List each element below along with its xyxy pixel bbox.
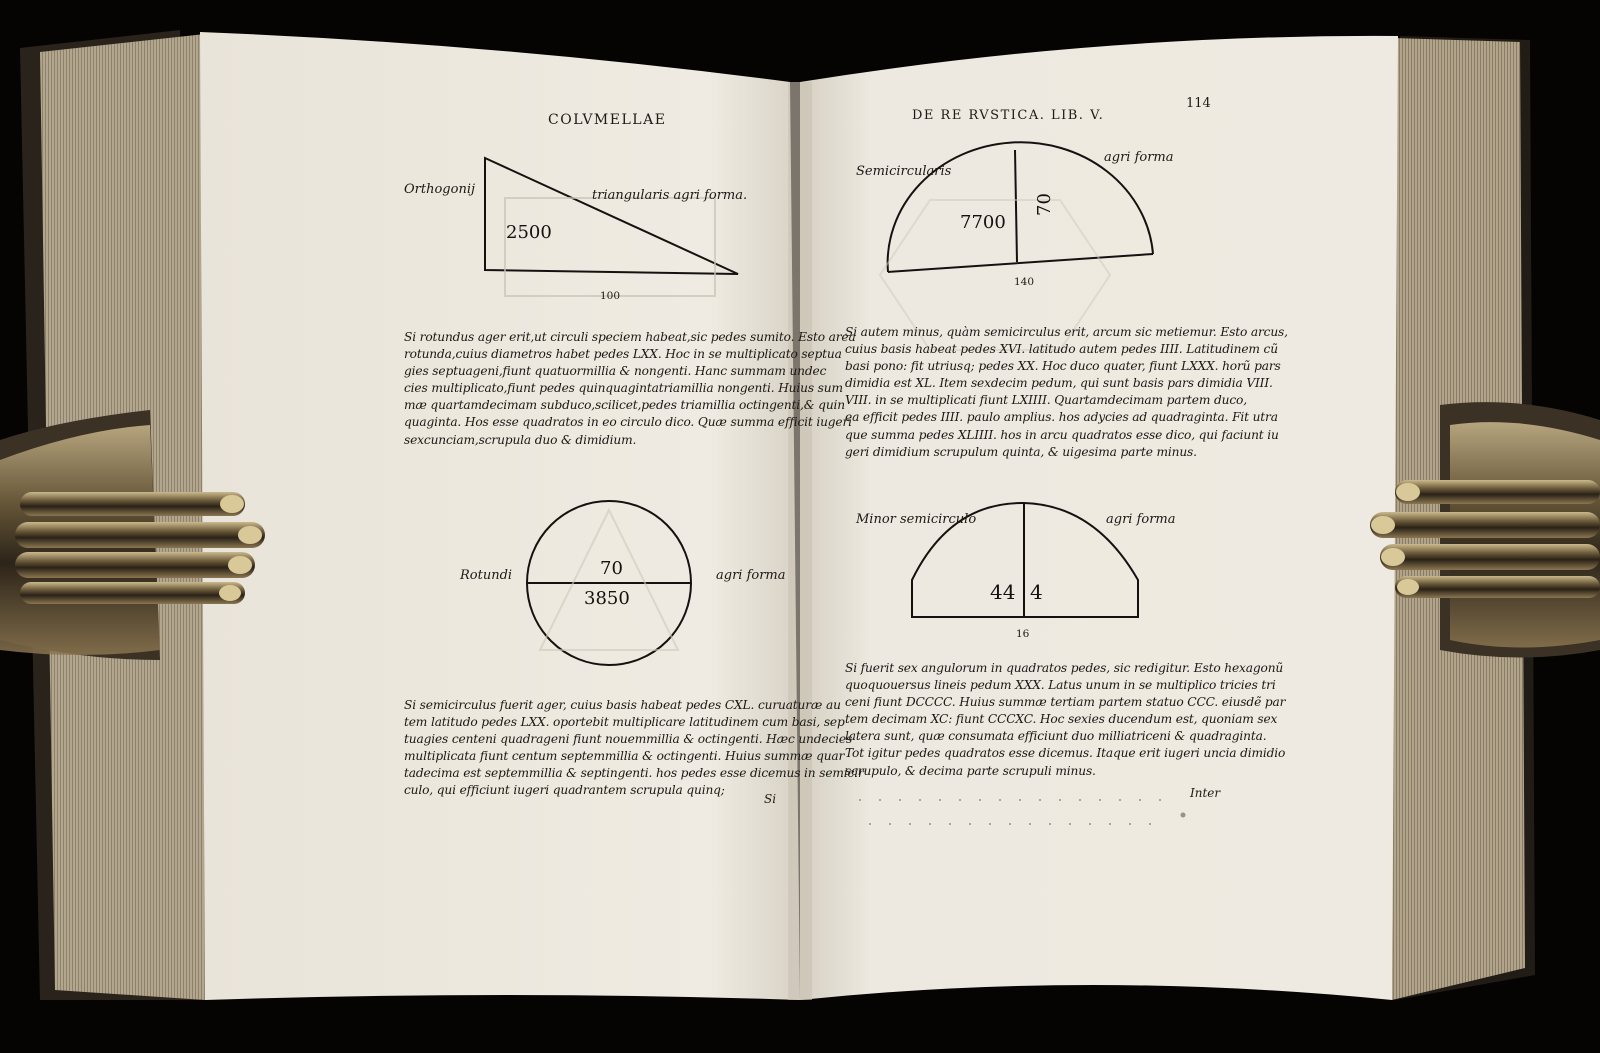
- text-line: Si autem minus, quàm semicirculus erit, arcum sic metiemur. Esto arcus,: [845, 325, 1288, 339]
- semicircle-base: 140: [1014, 276, 1035, 288]
- triangle-label-right: triangularis agri forma.: [592, 188, 748, 203]
- text-line: dimidia est XL. Item sexdecim pedum, qui sunt basis pars dimidia VIII.: [845, 376, 1273, 391]
- text-line: mæ quartamdecimam subduco,scilicet,pedes triamillia octingenti,& quin: [404, 398, 845, 413]
- semicircle-area: 7700: [960, 212, 1006, 233]
- left-running-header: COLVMELLAE: [548, 112, 667, 128]
- minor-label-left: Minor semicirculo: [856, 512, 977, 527]
- left-page: [200, 32, 800, 1000]
- text-line: ea efficit pedes IIII. paulo amplius. hos adycies ad quadraginta. Fit utra: [845, 410, 1278, 425]
- text-line: tadecima est septemmillia & septingenti. hos pedes esse dicemus in semicir: [404, 766, 864, 781]
- text-line: Si semicirculus fuerit ager, cuius basis habeat pedes CXL. curuaturæ au: [404, 698, 841, 712]
- text-line: que summa pedes XLIIII. hos in arcu quadratos esse dico, qui faciunt iu: [845, 427, 1279, 442]
- text-line: cies multiplicato,fiunt pedes quinquagintatriamillia nongenti. Huius sum: [404, 381, 843, 396]
- minor-height: 4: [1030, 580, 1043, 604]
- minor-label-right: agri forma: [1106, 512, 1176, 527]
- triangle-area: 2500: [506, 222, 552, 243]
- right-paragraph-2: [845, 660, 1285, 780]
- text-line: quaginta. Hos esse quadratos in eo circulo dico. Quæ summa efficit iugeri: [404, 415, 852, 430]
- circle-area: 3850: [584, 588, 630, 609]
- text-line: VIII. in se multiplicati fiunt LXIIII. Quartamdecimam partem duco,: [845, 393, 1247, 408]
- right-running-header: DE RE RVSTICA. LIB. V.: [912, 108, 1105, 123]
- text-line: gies septuageni,fiunt quatuormillia & nongenti. Hanc summam undec: [404, 364, 827, 379]
- text-line: Si rotundus ager erit,ut circuli speciem habeat,sic pedes sumito. Esto area: [404, 330, 856, 344]
- text-line: latera sunt, quæ consumata efficiunt duo milliatriceni & quadraginta.: [845, 729, 1267, 744]
- folio-number: 114: [1186, 96, 1211, 111]
- circle-label-right: agri forma: [716, 568, 786, 583]
- right-catchword: Inter: [1190, 786, 1221, 800]
- text-line: scrupulo, & decima parte scrupuli minus.: [845, 763, 1096, 778]
- text-line: tem decimam XC: fiunt CCCXC. Hoc sexies ducendum est, quoniam sex: [845, 712, 1278, 727]
- text-line: quoquouersus lineis pedum XXX. Latus unum in se multiplico tricies tri: [845, 678, 1276, 693]
- circle-radius: 70: [600, 558, 623, 579]
- left-paragraph-2: [404, 697, 864, 800]
- semicircle-label-right: agri forma: [1104, 150, 1174, 165]
- text-line: Tot igitur pedes quadratos esse dicemus. Itaque erit iugeri uncia dimidio: [845, 746, 1286, 761]
- semicircle-height: 70: [1034, 193, 1055, 216]
- text-line: tem latitudo pedes LXX. oportebit multiplicare latitudinem cum basi, sep: [404, 715, 845, 730]
- triangle-base: 100: [600, 290, 621, 302]
- left-paragraph-1: [404, 329, 856, 449]
- text-line: sexcunciam,scrupula duo & dimidium.: [404, 432, 637, 447]
- semicircle-label-left: Semicircularis: [856, 164, 952, 179]
- text-line: Si fuerit sex angulorum in quadratos pedes, sic redigitur. Esto hexagonũ: [845, 661, 1284, 675]
- text-line: tuagies centeni quadrageni fiunt nouemmillia & octingenti. Hæc undecies: [404, 732, 853, 747]
- text-line: rotunda,cuius diametros habet pedes LXX. Hoc in se multiplicato septua: [404, 347, 842, 362]
- text-line: culo, qui efficiunt iugeri quadrantem scrupula quinq;: [404, 783, 725, 798]
- text-line: basi pono: fit utriusq; pedes XX. Hoc duco quater, fiunt LXXX. horũ pars: [845, 359, 1281, 374]
- circle-label-left: Rotundi: [460, 568, 513, 583]
- triangle-label-left: Orthogonij: [404, 182, 476, 197]
- text-line: multiplicata fiunt centum septemmillia & octingenti. Huius summæ quar: [404, 749, 845, 764]
- text-line: geri dimidium scrupulum quinta, & uigesima parte minus.: [845, 444, 1197, 459]
- text-line: ceni fiunt DCCCC. Huius summæ tertiam partem statuo CCC. eiusdẽ par: [845, 695, 1286, 710]
- minor-base: 16: [1016, 628, 1030, 640]
- right-paragraph-1: [845, 324, 1288, 461]
- minor-area: 44: [990, 580, 1016, 604]
- text-line: cuius basis habeat pedes XVI. latitudo autem pedes IIII. Latitudinem cũ: [845, 342, 1278, 357]
- left-catchword: Si: [764, 792, 777, 806]
